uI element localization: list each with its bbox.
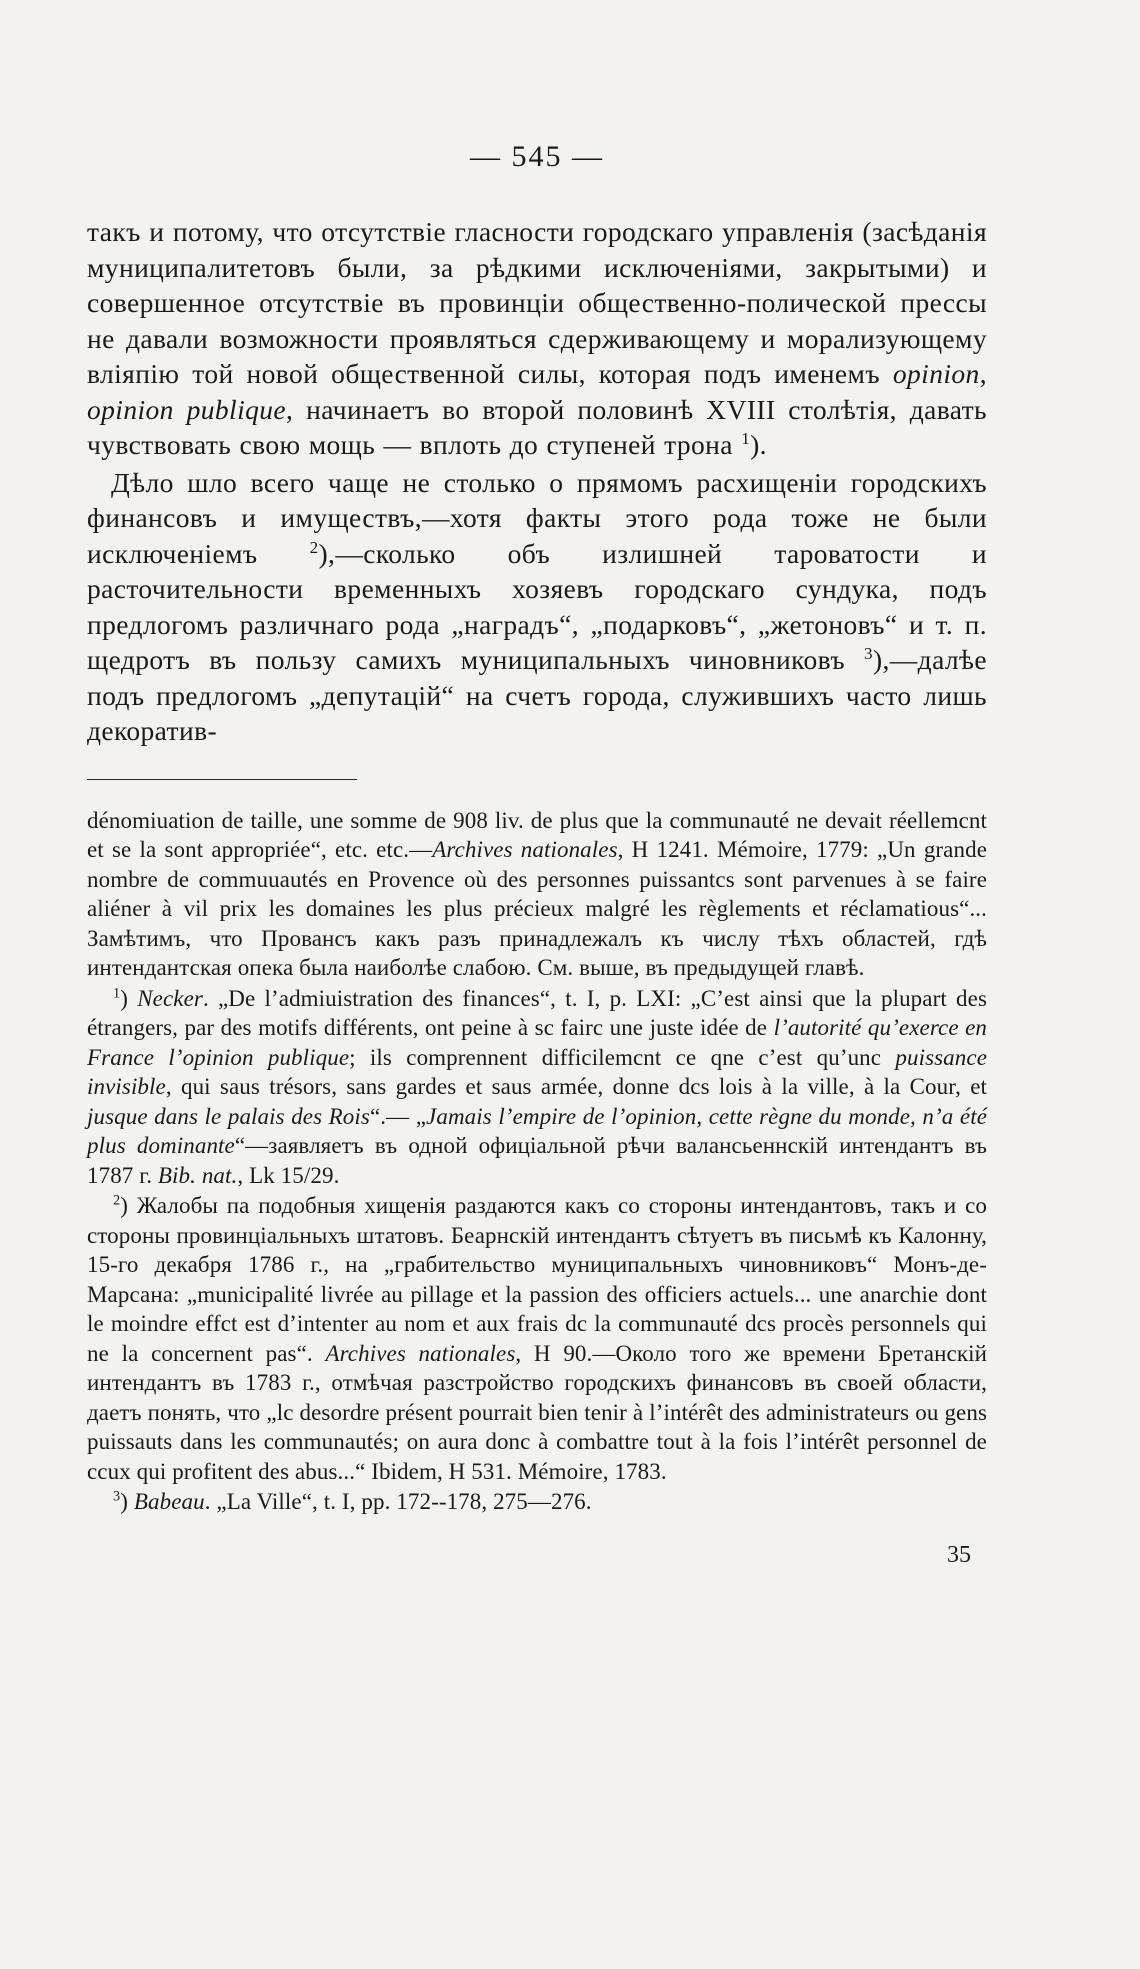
paragraph-2: Дѣло шло всего чаще не столько о прямомъ расхищеніи городскихъ финансовъ и имуществъ,—хотя факты этого рода тоже не были исключеніемъ $^2$),—сколько объ излишней тароватости и расточительности временныхъ хозяевъ городскаго сундука, подъ предлогомъ различнаго рода „наградъ“, „подарковъ“, „жетоновъ“ и т. п. щедротъ въ пользу самихъ муниципальныхъ чиновниковъ $^3$),—далѣе подъ предлогомъ „депутацій“ на счетъ города, служившихъ часто лишь декоратив- (87, 466, 987, 746)
footnote-continuation: dénomiuation de taille, une somme de 908 liv. de plus que la communauté ne devait réellemcnt et se la sont appropriée“, etc. etc.—Archives nationales, H 1241. Mémoire, 1779: „Un grande nombre de commuuautés en Provence où des personnes puissantcs sont parvenues à se faire aliéner à vil prix les domaines les plus précieux malgré les règlements et réclamatious“... Замѣтимъ, что Провансъ какъ разъ принадлежалъ къ числу тѣхъ областей, гдѣ интендантская опека была наиболѣе слабою. См. выше, въ предыдущей главѣ. (87, 807, 988, 980)
footnote-3: $^3$) Babeau. „La Ville“, t. I, pp. 172--178, 275—276. (113, 1488, 592, 1514)
footnote-1: $^1$) Necker. „De l’admiuistration des finances“, t. I, p. LXI: „C’est ainsi que la plupart des étrangers, par des motifs différents, ont peine à sc fairc une juste idée de l’autorité qu’exerce en France l’opinion publique; ils comprennent difficilemcnt ce qne c’est qu’unc puissance invisible, qui saus trésors, sans gardes et saus armée, donne dcs lois à la ville, à la Cour, et jusque dans le palais des Rois“.— „Jamais l’empire de l’opinion, cette règne du monde, n’a été plus dominante“—заявляетъ въ одной офиціальной рѣчи валансьеннскій интендантъ въ 1787 г. Bib. nat., Lk 15/29. (87, 984, 988, 1188)
footnote-ref-3: 3 (864, 643, 873, 663)
footnotes (87, 806, 988, 1568)
paragraph-1: такъ и потому, что отсутствіе гласности городскаго управленія (засѣданія муниципалитетовъ были, за рѣдкими исключеніями, закрытыми) и совершенное отсутствіе въ провинціи общественно-полической прессы не давали возможности проявляться сдерживающему и морализующему вліяпію той новой общественной силы, которая подъ именемъ opinion, opinion publique, начинаетъ во второй половинѣ XVIII столѣтія, давать чувствовать свою мощь — вплоть до ступеней трона $^1$). (87, 216, 988, 460)
footnote-2: $^2$) Жалобы па подобныя хищенія раздаются какъ со стороны интендантовъ, такъ и со стороны провинціальныхъ штатовъ. Беарнскій интендантъ сѣтуетъ въ письмѣ къ Калонну, 15-го декабря 1786 г., на „грабительство муниципальныхъ чиновниковъ“ Монъ-де-Марсана: „municipalité livrée au pillage et la passion des officiers actuels... une anarchie dont le moindre effct est d’intenter au nom et aux frais dc la communauté dcs procès personnels qui ne la concernent pas“. Archives nationales, H 90.—Около того же времени Бретанскій интендантъ въ 1783 г., отмѣчая разстройство городскихъ финансовъ въ своей области, даетъ понять, что „lc desordre présent pourrait bien tenir à l’intérêt des administrateurs ou gens puissauts dans les communautés; on aura donc à combattre tout à la fois l’intérêt personnel de ccux qui profitent des abus...“ Ibidem, H 531. Mémoire, 1783. (87, 1192, 988, 1484)
footnote-ref-2: 2 (309, 537, 319, 557)
italic-term: opinion publique (87, 393, 287, 425)
book-page (87, 140, 988, 1568)
sheet-number: 35 (947, 1541, 971, 1568)
main-text (87, 214, 987, 749)
footnote-ref-1: 1 (741, 428, 751, 448)
footnote-divider (87, 779, 357, 780)
page-number: — 545 — (470, 140, 604, 173)
italic-term: opinion (892, 358, 980, 389)
